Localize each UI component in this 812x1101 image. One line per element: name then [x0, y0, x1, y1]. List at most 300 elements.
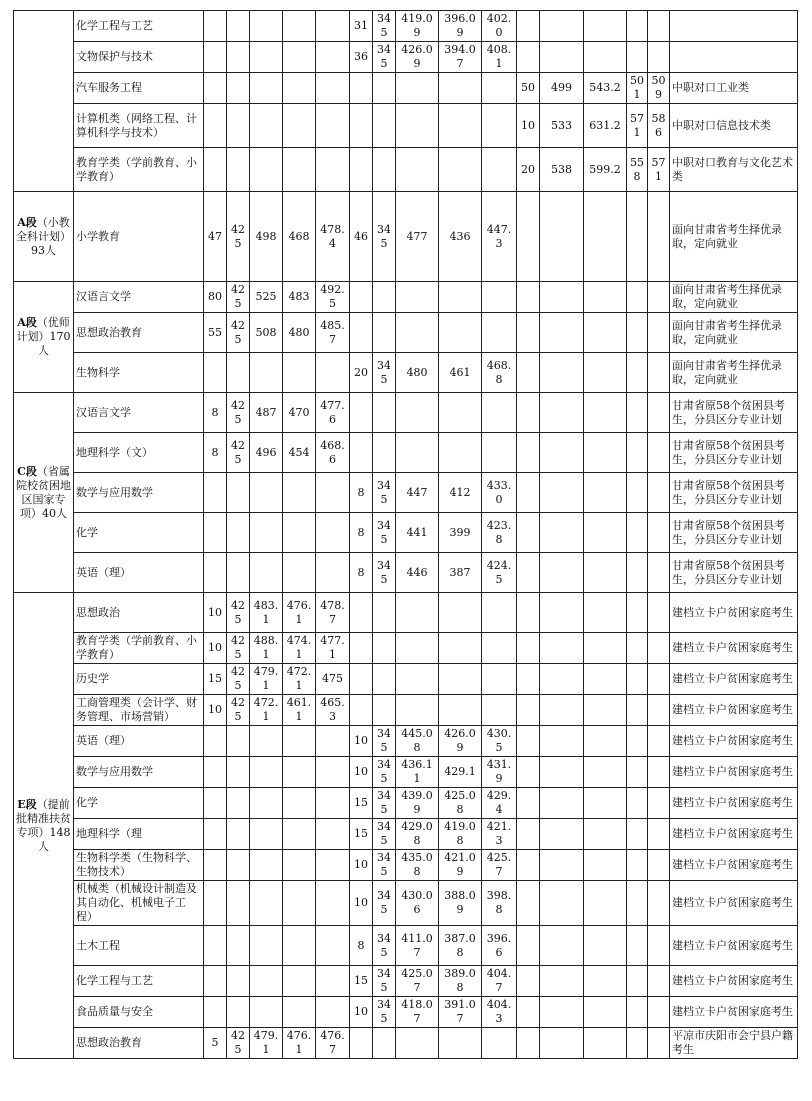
score-cell-c-0 — [517, 726, 540, 757]
score-cell-c-0 — [517, 788, 540, 819]
score-cell-a-3: 474.1 — [283, 633, 316, 664]
score-cell-a-4 — [316, 73, 350, 104]
table-row — [14, 11, 798, 42]
batch-group-cell — [14, 11, 74, 192]
score-cell-c-3: 571 — [627, 104, 648, 148]
score-cell-a-0: 10 — [204, 633, 227, 664]
score-cell-c-4 — [648, 997, 670, 1028]
score-cell-a-4 — [316, 42, 350, 73]
score-cell-c-3 — [627, 553, 648, 593]
score-cell-a-0 — [204, 850, 227, 881]
score-cell-c-1 — [540, 664, 584, 695]
score-cell-b-4: 404.3 — [482, 997, 517, 1028]
score-cell-c-4 — [648, 42, 670, 73]
score-cell-b-1: 345 — [373, 192, 396, 282]
score-cell-a-0: 8 — [204, 433, 227, 473]
score-cell-b-4: 402.0 — [482, 11, 517, 42]
score-cell-c-3 — [627, 433, 648, 473]
score-cell-a-1: 425 — [227, 393, 250, 433]
table-row — [14, 633, 798, 664]
score-cell-a-2 — [250, 726, 283, 757]
score-cell-a-3 — [283, 881, 316, 926]
score-cell-c-3 — [627, 353, 648, 393]
score-cell-b-3: 391.07 — [439, 997, 482, 1028]
score-cell-c-4 — [648, 788, 670, 819]
score-cell-b-3: 426.09 — [439, 726, 482, 757]
major-name-cell: 计算机类（网络工程、计算机科学与技术） — [74, 104, 204, 148]
table-row — [14, 664, 798, 695]
score-cell-c-0 — [517, 393, 540, 433]
score-cell-c-3 — [627, 313, 648, 353]
score-cell-b-3 — [439, 282, 482, 313]
score-cell-c-2 — [584, 313, 627, 353]
score-cell-c-1 — [540, 926, 584, 966]
score-cell-b-3: 419.08 — [439, 819, 482, 850]
score-cell-b-3 — [439, 313, 482, 353]
score-cell-c-3 — [627, 788, 648, 819]
score-cell-b-0 — [350, 313, 373, 353]
score-cell-b-3: 394.07 — [439, 42, 482, 73]
score-cell-c-0 — [517, 593, 540, 633]
score-cell-b-0 — [350, 104, 373, 148]
score-cell-a-4: 476.7 — [316, 1028, 350, 1059]
score-cell-a-4: 478.4 — [316, 192, 350, 282]
score-cell-b-0 — [350, 282, 373, 313]
score-cell-c-2 — [584, 473, 627, 513]
major-name-cell: 数学与应用数学 — [74, 473, 204, 513]
score-cell-a-2 — [250, 42, 283, 73]
batch-group-code: A段 — [17, 316, 37, 329]
table-row — [14, 850, 798, 881]
score-cell-a-0 — [204, 42, 227, 73]
score-cell-c-4 — [648, 353, 670, 393]
remark-cell: 面向甘肃省考生择优录取，定向就业 — [670, 192, 798, 282]
batch-group-cell — [14, 192, 74, 282]
remark-cell: 甘肃省原58个贫困县考生，分县区分专业计划 — [670, 513, 798, 553]
major-name-cell: 土木工程 — [74, 926, 204, 966]
score-cell-b-4: 421.3 — [482, 819, 517, 850]
score-cell-c-1 — [540, 313, 584, 353]
score-cell-a-3: 454 — [283, 433, 316, 473]
remark-cell: 建档立卡户贫困家庭考生 — [670, 593, 798, 633]
score-cell-a-3 — [283, 104, 316, 148]
remark-cell: 建档立卡户贫困家庭考生 — [670, 926, 798, 966]
score-cell-c-4 — [648, 282, 670, 313]
score-cell-a-0 — [204, 473, 227, 513]
score-cell-c-1: 533 — [540, 104, 584, 148]
score-cell-a-1 — [227, 926, 250, 966]
score-cell-c-2 — [584, 393, 627, 433]
score-cell-a-2 — [250, 850, 283, 881]
score-cell-a-4 — [316, 788, 350, 819]
score-cell-b-0 — [350, 695, 373, 726]
score-cell-b-4 — [482, 73, 517, 104]
score-cell-c-2 — [584, 11, 627, 42]
score-cell-b-4 — [482, 104, 517, 148]
score-cell-b-1 — [373, 104, 396, 148]
score-cell-a-0: 55 — [204, 313, 227, 353]
score-cell-a-1 — [227, 473, 250, 513]
score-cell-a-2 — [250, 11, 283, 42]
major-name-cell: 文物保护与技术 — [74, 42, 204, 73]
score-cell-c-1 — [540, 726, 584, 757]
score-cell-a-1 — [227, 104, 250, 148]
score-cell-a-3: 483 — [283, 282, 316, 313]
major-name-cell: 教育学类（学前教育、小学教育） — [74, 633, 204, 664]
score-cell-a-0: 80 — [204, 282, 227, 313]
score-cell-a-1 — [227, 513, 250, 553]
batch-group-desc: （小教全科计划）93人 — [16, 215, 71, 257]
score-cell-a-3 — [283, 926, 316, 966]
score-cell-a-4: 477.6 — [316, 393, 350, 433]
score-cell-a-0: 5 — [204, 1028, 227, 1059]
table-row — [14, 593, 798, 633]
remark-cell: 中职对口信息技术类 — [670, 104, 798, 148]
score-cell-c-1 — [540, 997, 584, 1028]
score-cell-c-2 — [584, 926, 627, 966]
score-cell-c-1 — [540, 192, 584, 282]
score-cell-a-1 — [227, 997, 250, 1028]
score-cell-b-0 — [350, 664, 373, 695]
score-cell-a-1 — [227, 819, 250, 850]
score-cell-b-4 — [482, 433, 517, 473]
score-cell-a-1: 425 — [227, 282, 250, 313]
score-cell-b-1: 345 — [373, 788, 396, 819]
score-cell-c-3 — [627, 695, 648, 726]
remark-cell: 平凉市庆阳市会宁县户籍考生 — [670, 1028, 798, 1059]
score-cell-b-4: 430.5 — [482, 726, 517, 757]
score-cell-b-0: 46 — [350, 192, 373, 282]
score-cell-b-0: 20 — [350, 353, 373, 393]
score-cell-b-2 — [396, 1028, 439, 1059]
table-row — [14, 192, 798, 282]
major-name-cell: 历史学 — [74, 664, 204, 695]
score-cell-b-2: 429.08 — [396, 819, 439, 850]
score-cell-b-4 — [482, 695, 517, 726]
score-cell-c-1 — [540, 593, 584, 633]
score-cell-c-3 — [627, 997, 648, 1028]
score-cell-a-1: 425 — [227, 313, 250, 353]
score-cell-c-4 — [648, 433, 670, 473]
score-cell-a-0 — [204, 11, 227, 42]
score-cell-c-1 — [540, 473, 584, 513]
major-name-cell: 英语（理） — [74, 553, 204, 593]
score-cell-a-3 — [283, 966, 316, 997]
batch-group-desc: （提前批精准扶贫专项）148人 — [16, 797, 71, 853]
score-cell-c-4 — [648, 726, 670, 757]
score-cell-b-3: 429.1 — [439, 757, 482, 788]
score-cell-c-0 — [517, 1028, 540, 1059]
table-row — [14, 819, 798, 850]
score-cell-c-1: 499 — [540, 73, 584, 104]
score-cell-b-0: 8 — [350, 473, 373, 513]
score-cell-a-4 — [316, 819, 350, 850]
score-cell-c-0: 10 — [517, 104, 540, 148]
score-cell-b-3: 388.09 — [439, 881, 482, 926]
score-cell-a-3: 468 — [283, 192, 316, 282]
score-cell-c-1 — [540, 788, 584, 819]
score-cell-b-1 — [373, 282, 396, 313]
score-cell-b-3 — [439, 393, 482, 433]
score-cell-b-1: 345 — [373, 966, 396, 997]
score-cell-c-1 — [540, 1028, 584, 1059]
score-cell-a-3 — [283, 553, 316, 593]
score-cell-b-4: 424.5 — [482, 553, 517, 593]
score-cell-c-1 — [540, 850, 584, 881]
major-name-cell: 汉语言文学 — [74, 282, 204, 313]
score-cell-c-0 — [517, 664, 540, 695]
score-cell-b-3: 412 — [439, 473, 482, 513]
score-cell-c-0 — [517, 966, 540, 997]
table-row — [14, 433, 798, 473]
score-cell-a-3 — [283, 726, 316, 757]
score-cell-a-2: 479.1 — [250, 664, 283, 695]
remark-cell: 面向甘肃省考生择优录取，定向就业 — [670, 313, 798, 353]
score-cell-a-4 — [316, 966, 350, 997]
score-cell-a-0 — [204, 926, 227, 966]
table-row — [14, 73, 798, 104]
batch-group-cell — [14, 393, 74, 593]
score-cell-b-2 — [396, 593, 439, 633]
score-cell-a-3 — [283, 788, 316, 819]
score-cell-c-4: 509 — [648, 73, 670, 104]
score-cell-c-2: 543.2 — [584, 73, 627, 104]
score-cell-c-0 — [517, 633, 540, 664]
score-cell-a-0 — [204, 788, 227, 819]
remark-cell: 建档立卡户贫困家庭考生 — [670, 997, 798, 1028]
score-cell-c-1 — [540, 42, 584, 73]
remark-cell — [670, 42, 798, 73]
score-cell-b-4: 429.4 — [482, 788, 517, 819]
score-cell-c-0 — [517, 473, 540, 513]
major-name-cell: 食品质量与安全 — [74, 997, 204, 1028]
score-cell-c-2: 631.2 — [584, 104, 627, 148]
score-cell-b-2 — [396, 104, 439, 148]
score-cell-c-2 — [584, 282, 627, 313]
score-cell-b-2 — [396, 433, 439, 473]
table-row — [14, 757, 798, 788]
major-name-cell: 汉语言文学 — [74, 393, 204, 433]
table-row — [14, 148, 798, 192]
score-cell-b-2: 446 — [396, 553, 439, 593]
score-cell-a-0: 15 — [204, 664, 227, 695]
major-name-cell: 教育学类（学前教育、小学教育） — [74, 148, 204, 192]
score-cell-c-1: 538 — [540, 148, 584, 192]
score-cell-b-1: 345 — [373, 757, 396, 788]
score-cell-c-2 — [584, 513, 627, 553]
score-cell-b-3: 396.09 — [439, 11, 482, 42]
score-cell-a-2 — [250, 513, 283, 553]
score-cell-c-2 — [584, 997, 627, 1028]
score-cell-a-0 — [204, 513, 227, 553]
score-cell-b-4 — [482, 148, 517, 192]
score-cell-c-3 — [627, 42, 648, 73]
score-cell-b-0: 8 — [350, 553, 373, 593]
score-cell-a-2 — [250, 353, 283, 393]
score-cell-b-3 — [439, 633, 482, 664]
score-cell-c-4 — [648, 313, 670, 353]
major-name-cell: 地理科学（文） — [74, 433, 204, 473]
remark-cell: 甘肃省原58个贫困县考生，分县区分专业计划 — [670, 433, 798, 473]
score-cell-a-3: 472.1 — [283, 664, 316, 695]
score-cell-c-4 — [648, 192, 670, 282]
major-name-cell: 小学教育 — [74, 192, 204, 282]
remark-cell: 建档立卡户贫困家庭考生 — [670, 664, 798, 695]
score-cell-a-2: 508 — [250, 313, 283, 353]
table-row — [14, 997, 798, 1028]
score-cell-a-3 — [283, 850, 316, 881]
score-cell-a-0 — [204, 966, 227, 997]
remark-cell: 建档立卡户贫困家庭考生 — [670, 850, 798, 881]
score-cell-c-4 — [648, 633, 670, 664]
major-name-cell: 工商管理类（会计学、财务管理、市场营销） — [74, 695, 204, 726]
table-body — [14, 11, 798, 1059]
score-cell-b-1: 345 — [373, 553, 396, 593]
score-cell-b-0: 15 — [350, 788, 373, 819]
score-cell-b-2 — [396, 73, 439, 104]
score-cell-c-2 — [584, 966, 627, 997]
score-cell-c-1 — [540, 695, 584, 726]
score-cell-a-1: 425 — [227, 1028, 250, 1059]
score-cell-a-3 — [283, 473, 316, 513]
score-cell-b-4: 431.9 — [482, 757, 517, 788]
major-name-cell: 化学工程与工艺 — [74, 11, 204, 42]
score-cell-a-4 — [316, 353, 350, 393]
score-cell-b-0: 10 — [350, 997, 373, 1028]
score-cell-b-0 — [350, 73, 373, 104]
table-row — [14, 42, 798, 73]
score-cell-b-2 — [396, 633, 439, 664]
score-cell-b-2: 436.11 — [396, 757, 439, 788]
score-cell-c-1 — [540, 633, 584, 664]
score-cell-b-0 — [350, 593, 373, 633]
score-cell-c-4 — [648, 664, 670, 695]
score-cell-b-1 — [373, 73, 396, 104]
score-cell-b-0: 8 — [350, 926, 373, 966]
score-cell-a-3 — [283, 757, 316, 788]
score-cell-b-2 — [396, 282, 439, 313]
score-cell-b-1: 345 — [373, 819, 396, 850]
score-cell-b-1 — [373, 664, 396, 695]
score-cell-a-4 — [316, 473, 350, 513]
score-cell-a-4 — [316, 553, 350, 593]
remark-cell: 建档立卡户贫困家庭考生 — [670, 881, 798, 926]
score-cell-c-2 — [584, 695, 627, 726]
score-cell-a-4 — [316, 850, 350, 881]
score-cell-c-2 — [584, 433, 627, 473]
major-name-cell: 化学 — [74, 513, 204, 553]
score-cell-b-0 — [350, 633, 373, 664]
score-cell-a-0: 10 — [204, 695, 227, 726]
score-cell-b-3: 436 — [439, 192, 482, 282]
score-cell-b-3 — [439, 1028, 482, 1059]
score-cell-c-0: 20 — [517, 148, 540, 192]
score-cell-b-1 — [373, 593, 396, 633]
score-cell-a-3 — [283, 148, 316, 192]
score-cell-c-4 — [648, 473, 670, 513]
score-cell-c-3 — [627, 757, 648, 788]
score-cell-a-2 — [250, 819, 283, 850]
score-cell-a-4 — [316, 757, 350, 788]
score-cell-c-0 — [517, 313, 540, 353]
score-cell-a-2 — [250, 473, 283, 513]
score-cell-a-2: 472.1 — [250, 695, 283, 726]
score-cell-c-4 — [648, 513, 670, 553]
table-row — [14, 966, 798, 997]
table-row — [14, 104, 798, 148]
score-cell-c-1 — [540, 819, 584, 850]
score-cell-a-2: 479.1 — [250, 1028, 283, 1059]
score-cell-a-3: 476.1 — [283, 1028, 316, 1059]
remark-cell — [670, 11, 798, 42]
score-cell-c-0 — [517, 282, 540, 313]
major-name-cell: 英语（理） — [74, 726, 204, 757]
score-cell-a-3 — [283, 73, 316, 104]
score-cell-b-2: 480 — [396, 353, 439, 393]
score-cell-a-4: 485.7 — [316, 313, 350, 353]
score-cell-c-4: 571 — [648, 148, 670, 192]
score-cell-c-2 — [584, 726, 627, 757]
score-cell-a-1 — [227, 11, 250, 42]
score-cell-a-1 — [227, 726, 250, 757]
score-cell-a-4: 465.3 — [316, 695, 350, 726]
score-cell-a-1 — [227, 966, 250, 997]
score-cell-b-3 — [439, 104, 482, 148]
score-cell-a-4 — [316, 726, 350, 757]
score-cell-a-3 — [283, 997, 316, 1028]
score-cell-b-0 — [350, 1028, 373, 1059]
remark-cell: 建档立卡户贫困家庭考生 — [670, 633, 798, 664]
table-row — [14, 695, 798, 726]
score-cell-b-4 — [482, 593, 517, 633]
score-cell-a-4 — [316, 997, 350, 1028]
score-cell-b-2 — [396, 313, 439, 353]
remark-cell: 甘肃省原58个贫困县考生，分县区分专业计划 — [670, 393, 798, 433]
score-cell-b-4: 396.6 — [482, 926, 517, 966]
score-cell-b-2 — [396, 664, 439, 695]
score-cell-b-2: 439.09 — [396, 788, 439, 819]
score-cell-b-1: 345 — [373, 850, 396, 881]
score-cell-b-4: 433.0 — [482, 473, 517, 513]
score-cell-c-0 — [517, 433, 540, 473]
score-cell-b-2: 418.07 — [396, 997, 439, 1028]
score-cell-a-2 — [250, 966, 283, 997]
score-cell-a-0: 10 — [204, 593, 227, 633]
score-cell-c-0 — [517, 513, 540, 553]
score-cell-a-2 — [250, 553, 283, 593]
major-name-cell: 汽车服务工程 — [74, 73, 204, 104]
score-cell-c-3 — [627, 11, 648, 42]
score-cell-b-3 — [439, 593, 482, 633]
score-cell-c-2 — [584, 788, 627, 819]
score-cell-c-3 — [627, 593, 648, 633]
score-cell-a-0 — [204, 553, 227, 593]
score-cell-c-1 — [540, 966, 584, 997]
score-cell-a-2 — [250, 757, 283, 788]
score-cell-a-3 — [283, 353, 316, 393]
score-cell-b-4 — [482, 313, 517, 353]
score-cell-a-4: 468.6 — [316, 433, 350, 473]
score-cell-b-0 — [350, 433, 373, 473]
batch-group-cell — [14, 282, 74, 393]
score-cell-c-2 — [584, 1028, 627, 1059]
score-cell-c-2 — [584, 593, 627, 633]
score-cell-a-3 — [283, 11, 316, 42]
score-cell-a-2 — [250, 926, 283, 966]
score-cell-c-3 — [627, 473, 648, 513]
score-cell-a-2: 498 — [250, 192, 283, 282]
major-name-cell: 机械类（机械设计制造及其自动化、机械电子工程） — [74, 881, 204, 926]
